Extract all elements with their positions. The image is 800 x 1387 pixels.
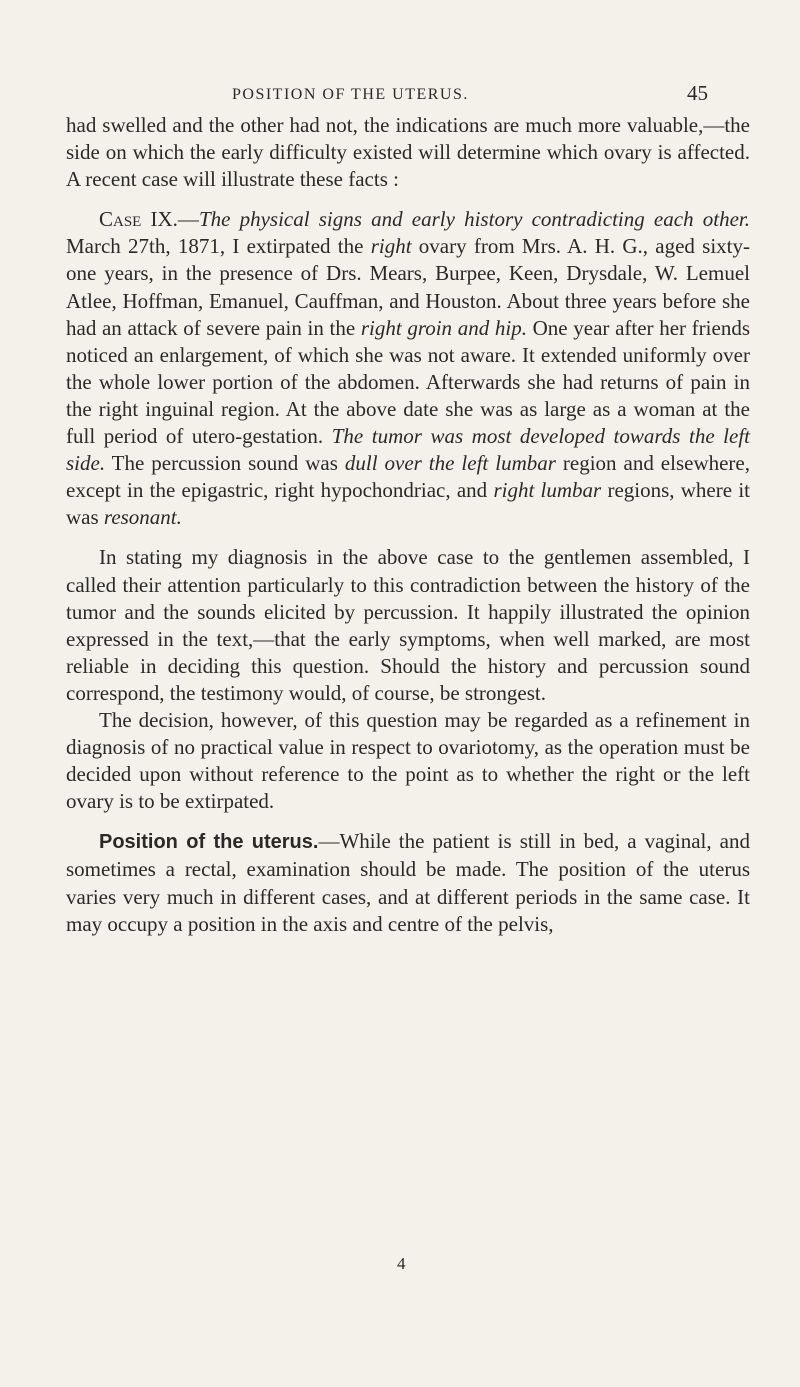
section-heading: Position of the uterus.	[99, 831, 319, 854]
section-text: —While the patient is still in bed, a vaginal, and sometimes a rectal, examination should be made. The position of the uterus varies very much in different cases, and at different periods in the same case. It may occupy a position in the axis and centre of the pelvis,	[66, 829, 750, 936]
case-text-4: The percussion sound was	[105, 451, 345, 476]
case-emph-6: resonant.	[103, 505, 182, 530]
page-header	[0, 81, 800, 114]
paragraph-case-ix	[66, 206, 750, 531]
paragraph-position-of-uterus	[66, 828, 750, 937]
case-text-5: region and elsewhere, except in the epigastric, right hypochondriac, and	[66, 451, 750, 503]
case-label: Case IX.—	[99, 207, 199, 232]
case-text-6: regions, where it was	[66, 478, 750, 530]
case-emph-1: right	[370, 234, 412, 259]
signature-mark: 4	[397, 1254, 406, 1273]
running-head: POSITION OF THE UTERUS.	[232, 86, 469, 103]
paragraph-decision: The decision, however, of this question may be regarded as a refinement in diagnosis of no practical value in respect to ovariotomy, as the operation must be decided upon without reference to the point as to whether the right or the left ovary is to be extirpated.	[66, 707, 750, 814]
case-emph-5: right lumbar	[493, 478, 602, 503]
case-emph-4: dull over the left lumbar	[344, 451, 556, 476]
case-text-2: ovary from Mrs. A. H. G., aged sixty-one years, in the presence of Drs. Mears, Burpee, Keen, Drysdale, W. Lemuel Atlee, Hoffman, Emanuel, Cauffman, and Houston. About three years before she had an attack of severe pain in the	[66, 234, 751, 340]
case-text-1: March 27th, 1871, I extirpated the	[66, 234, 371, 259]
paragraph-intro: had swelled and the other had not, the indications are much more valuable,—the side on which the early difficulty existed will determine which ovary is affected. A recent case will illustrate these facts :	[66, 113, 750, 192]
case-emph-3: The tumor was most developed towards the left side.	[66, 424, 751, 476]
case-emph-2: right groin and hip.	[360, 315, 527, 340]
body-text	[66, 112, 750, 938]
page-number: 45	[687, 81, 708, 105]
case-title: The physical signs and early history contradicting each other.	[198, 207, 750, 232]
paragraph-diagnosis: In stating my diagnosis in the above case to the gentlemen assembled, I called their attention particularly to this contradiction between the history of the tumor and the sounds elicited by percussion. It happily illustrated the opinion expressed in the text,—that the early symptoms, when well marked, are most reliable in deciding this question. Should the history and percussion sound correspond, the testimony would, of course, be strongest.	[66, 545, 750, 705]
case-text-3: One year after her friends noticed an enlargement, of which she was not aware. It extended uniformly over the whole lower portion of the abdomen. Afterwards she had returns of pain in the right inguinal region. At the above date she was as large as a woman at the full period of utero-gestation.	[66, 315, 750, 449]
